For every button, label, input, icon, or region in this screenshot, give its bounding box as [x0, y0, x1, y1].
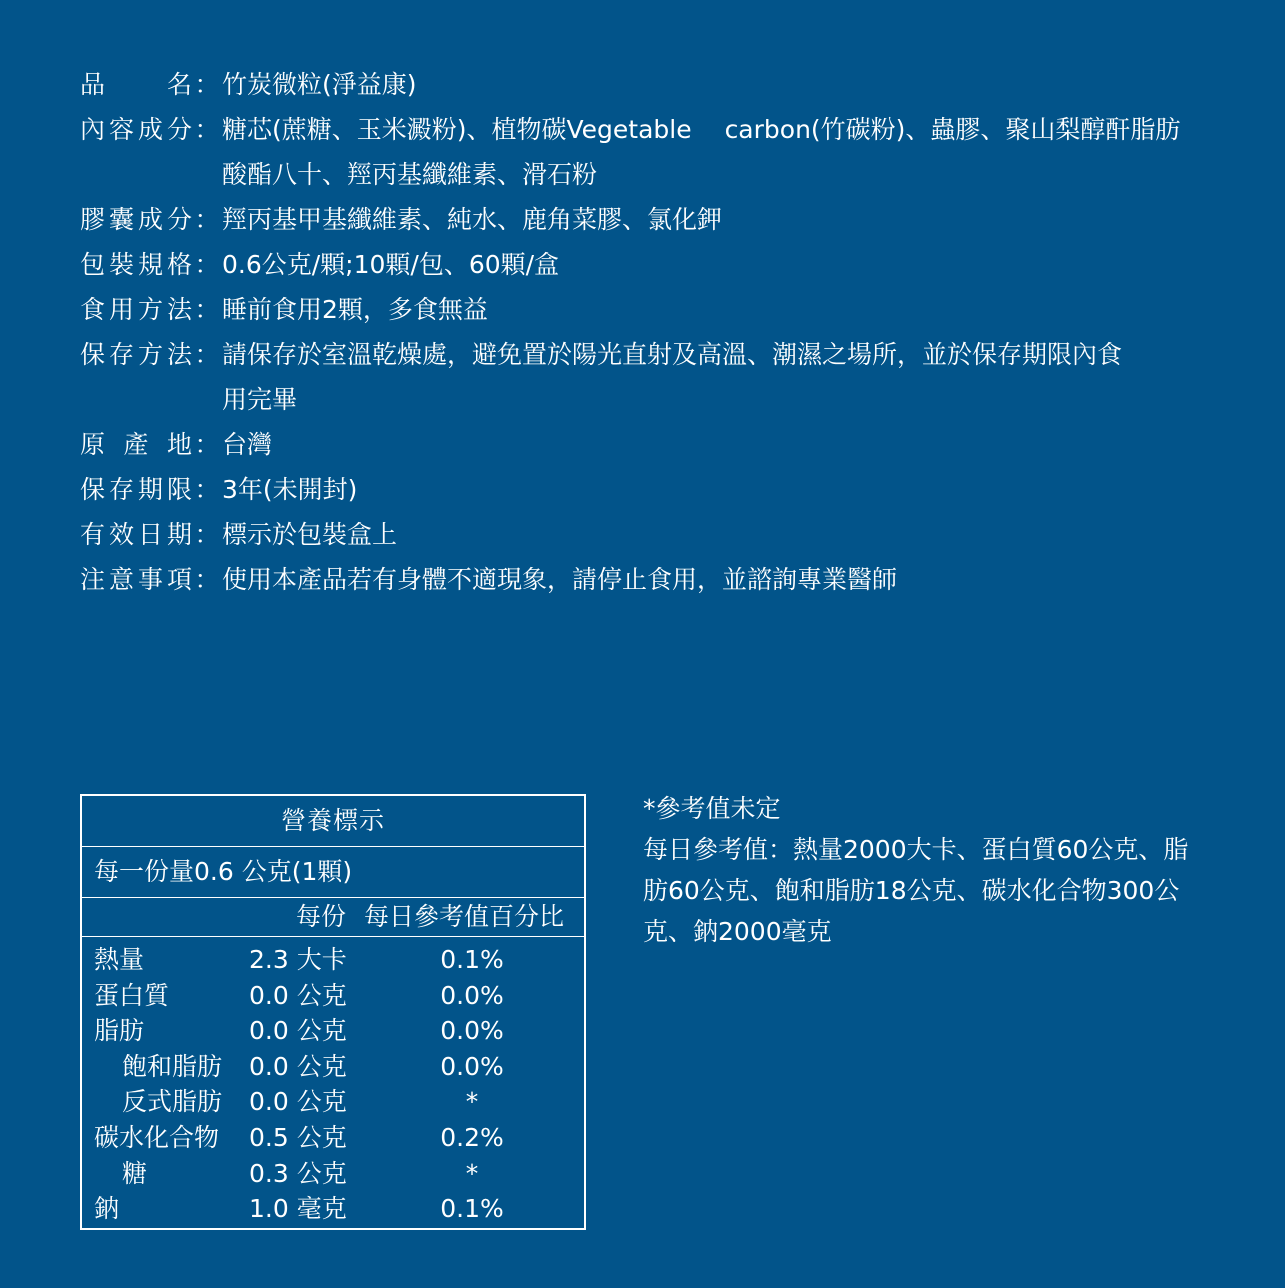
spec-value-line: 使用本產品若有身體不適現象，請停止食用，並諮詢專業醫師	[222, 565, 898, 594]
nutrient-amount: 1.0 毫克	[249, 1194, 347, 1224]
nutrition-row	[82, 1084, 584, 1120]
spec-label-char: 效	[108, 520, 134, 549]
spec-label-char: 膠	[80, 205, 106, 234]
spec-label-char: 期	[166, 520, 192, 549]
spec-label	[80, 62, 192, 107]
nutrition-row	[82, 1156, 584, 1192]
nutrition-header-row	[82, 898, 584, 937]
nutrition-row	[82, 1120, 584, 1156]
spec-label	[80, 107, 192, 152]
spec-label-char: 食	[80, 295, 106, 324]
nutrition-title: 營養標示	[82, 796, 584, 847]
nutrient-name: 鈉	[94, 1194, 120, 1224]
nutrient-daily-pct: *	[465, 1158, 479, 1188]
spec-value-line: 3年(未開封)	[222, 475, 358, 504]
spec-label-char: 產	[123, 430, 149, 459]
spec-value-line: 糖芯(蔗糖、玉米澱粉)、植物碳Vegetable carbon(竹碳粉)、蟲膠、聚山梨醇酐脂肪	[222, 115, 1181, 144]
nutrient-amount: 0.3 公克	[249, 1158, 347, 1188]
nutrition-facts-table	[80, 794, 586, 1230]
nutrient-daily-pct: 0.1%	[440, 1194, 504, 1224]
spec-row	[80, 107, 1220, 197]
spec-label-char: 分	[166, 205, 192, 234]
spec-row	[80, 62, 1220, 107]
spec-label-char: 存	[108, 340, 134, 369]
spec-value	[222, 242, 1220, 287]
spec-label	[80, 467, 192, 512]
spec-label	[80, 422, 192, 467]
nutrient-name: 蛋白質	[94, 980, 170, 1010]
spec-label-char: 地	[166, 430, 192, 459]
nutrient-amount: 0.5 公克	[249, 1122, 347, 1152]
nutrient-daily-pct: *	[465, 1087, 479, 1117]
nutrient-amount: 0.0 公克	[249, 1051, 347, 1081]
spec-value-line: 用完畢	[222, 385, 298, 414]
spec-label-char: 囊	[108, 205, 134, 234]
spec-value	[222, 107, 1220, 197]
nutrient-amount: 0.0 公克	[249, 980, 347, 1010]
nutrient-daily-pct: 0.0%	[440, 1016, 504, 1046]
daily-reference-notes	[643, 788, 1213, 952]
spec-row	[80, 422, 1220, 467]
nutrient-daily-pct: 0.1%	[440, 945, 504, 974]
spec-row	[80, 287, 1220, 332]
spec-label-char: 事	[137, 565, 163, 594]
spec-colon: ：	[194, 520, 220, 549]
spec-value-line: 酸酯八十、羥丙基纖維素、滑石粉	[222, 160, 598, 189]
spec-label-char: 方	[137, 295, 163, 324]
spec-label-char: 分	[166, 115, 192, 144]
spec-colon: ：	[194, 205, 220, 234]
nutrient-name: 反式脂肪	[122, 1087, 223, 1117]
nutrient-daily-pct: 0.2%	[440, 1122, 504, 1152]
column-per-serving: 每份	[296, 902, 347, 931]
spec-label-char: 法	[166, 295, 192, 324]
spec-row	[80, 467, 1220, 512]
spec-label-char: 有	[80, 520, 106, 549]
column-daily-value: 每日參考值百分比	[364, 902, 565, 931]
spec-value-line: 台灣	[222, 430, 273, 459]
spec-row	[80, 197, 1220, 242]
note-line: 肪60公克、飽和脂肪18公克、碳水化合物300公	[643, 876, 1180, 905]
spec-value-line: 0.6公克/顆;10顆/包、60顆/盒	[222, 250, 560, 279]
spec-label-char: 注	[80, 565, 106, 594]
nutrient-name: 脂肪	[94, 1016, 145, 1046]
note-line: 每日參考值：熱量2000大卡、蛋白質60公克、脂	[643, 835, 1189, 864]
spec-label	[80, 332, 192, 377]
spec-label-char: 內	[80, 115, 106, 144]
nutrient-amount: 0.0 公克	[249, 1016, 347, 1046]
spec-label-char: 存	[108, 475, 134, 504]
spec-value	[222, 422, 1220, 467]
spec-colon: ：	[194, 250, 220, 279]
nutrient-name: 糖	[122, 1158, 148, 1188]
spec-value-line: 竹炭微粒(淨益康)	[222, 70, 417, 99]
spec-label-char: 規	[137, 250, 163, 279]
spec-value-line: 羥丙基甲基纖維素、純水、鹿角菜膠、氯化鉀	[222, 205, 723, 234]
nutrition-row	[82, 942, 584, 978]
spec-row	[80, 332, 1220, 422]
spec-value	[222, 557, 1220, 602]
spec-value	[222, 62, 1220, 107]
spec-label-char: 格	[166, 250, 192, 279]
spec-label-char: 期	[137, 475, 163, 504]
nutrition-row	[82, 1191, 584, 1227]
nutrition-row	[82, 1049, 584, 1085]
nutrient-name: 碳水化合物	[94, 1122, 220, 1152]
spec-value	[222, 287, 1220, 332]
nutrient-amount: 2.3 大卡	[249, 945, 347, 974]
spec-label-char: 意	[108, 565, 134, 594]
spec-label-char: 法	[166, 340, 192, 369]
spec-label-char: 包	[80, 250, 106, 279]
note-line: 克、鈉2000毫克	[643, 917, 832, 946]
note-line: *參考值未定	[643, 794, 781, 823]
product-spec-list	[80, 62, 1220, 602]
spec-label-char: 容	[108, 115, 134, 144]
nutrition-row	[82, 978, 584, 1014]
spec-label-char: 裝	[108, 250, 134, 279]
spec-label	[80, 287, 192, 332]
spec-colon: ：	[194, 115, 220, 144]
spec-label-char: 成	[137, 115, 163, 144]
spec-value-line: 標示於包裝盒上	[222, 520, 398, 549]
nutrient-name: 熱量	[94, 945, 145, 974]
spec-row	[80, 242, 1220, 287]
nutrition-row	[82, 1013, 584, 1049]
serving-size: 每一份量0.6 公克(1顆)	[82, 847, 584, 898]
spec-label-char: 項	[166, 565, 192, 594]
nutrition-rows	[82, 937, 584, 1227]
spec-value-line: 請保存於室溫乾燥處，避免置於陽光直射及高溫、潮濕之場所，並於保存期限內食	[222, 340, 1123, 369]
spec-label-char: 品	[80, 70, 106, 99]
spec-label-char: 日	[137, 520, 163, 549]
spec-row	[80, 512, 1220, 557]
spec-label	[80, 242, 192, 287]
spec-colon: ：	[194, 475, 220, 504]
spec-colon: ：	[194, 565, 220, 594]
spec-colon: ：	[194, 430, 220, 459]
spec-label-char: 成	[137, 205, 163, 234]
spec-value	[222, 197, 1220, 242]
nutrient-amount: 0.0 公克	[249, 1087, 347, 1117]
spec-label-char: 保	[80, 475, 106, 504]
spec-value	[222, 467, 1220, 512]
nutrient-name: 飽和脂肪	[122, 1051, 223, 1081]
spec-label-char: 限	[166, 475, 192, 504]
spec-label-char: 保	[80, 340, 106, 369]
spec-label-char: 用	[108, 295, 134, 324]
spec-label-char: 原	[80, 430, 106, 459]
spec-colon: ：	[194, 340, 220, 369]
spec-value	[222, 332, 1220, 422]
nutrient-daily-pct: 0.0%	[440, 1051, 504, 1081]
spec-colon: ：	[194, 70, 220, 99]
spec-label	[80, 557, 192, 602]
spec-label	[80, 512, 192, 557]
spec-row	[80, 557, 1220, 602]
spec-label-char: 方	[137, 340, 163, 369]
spec-label	[80, 197, 192, 242]
nutrient-daily-pct: 0.0%	[440, 980, 504, 1010]
spec-colon: ：	[194, 295, 220, 324]
spec-value-line: 睡前食用2顆，多食無益	[222, 295, 488, 324]
spec-value	[222, 512, 1220, 557]
spec-label-char: 名	[166, 70, 192, 99]
